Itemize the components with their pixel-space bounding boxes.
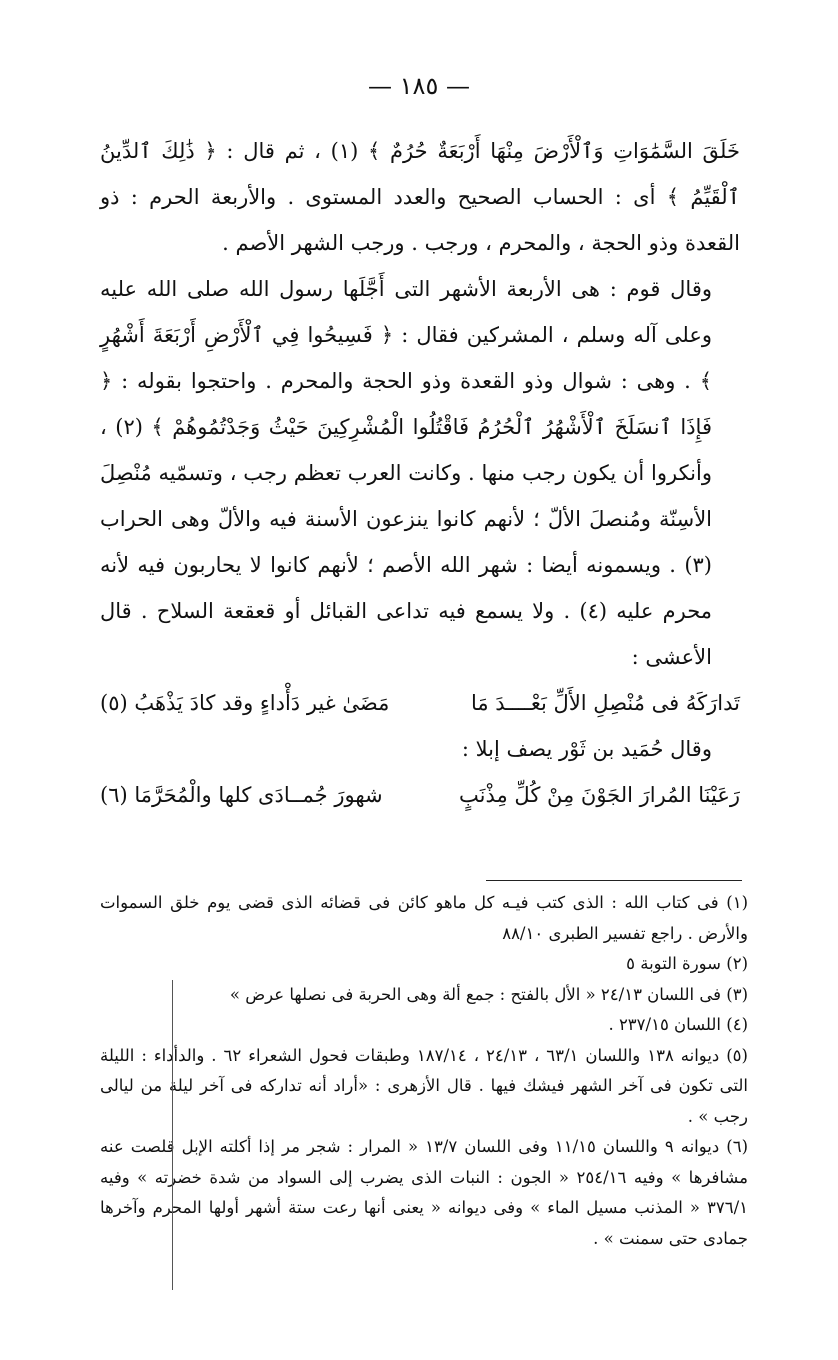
footnote-5: (٥) ديوانه ١٣٨ واللسان ٦٣/١ ، ٢٤/١٣ ، ١٨٧/١٤ وطبقات فحول الشعراء ٦٢ . والدأداء : الليلة التى تكون فى آخر الشهر فيشك فيها . قال الأزهرى : «أراد أنه تداركه فى آخر ليلة من ليالى رجب » . <box>100 1045 748 1126</box>
verse-2-second-hemistich: شهورَ جُمــادَى كلها والْمُحَرَّمَا (٦) <box>100 783 383 807</box>
scan-crease-line <box>172 980 173 1290</box>
main-text <box>100 128 740 818</box>
verse-1-second-hemistich: مَضَىٰ غير دَأْداءٍ وقد كادَ يَذْهَبُ (٥) <box>100 691 390 715</box>
footnote-6: (٦) ديوانه ٩ واللسان ١١/١٥ وفى اللسان ١٣/٧ « المرار : شجر مر إذا أكلته الإبل قلصت عنه مشافرها » وفيه ٢٥٤/١٦ « الجون : النبات الذى يضرب إلى السواد من شدة خضرته » وفيه ٣٧٦/١ « المذنب مسيل الماء » وفى ديوانه « يعنى أنها رعت ستة أشهر أولها المحرم وآخرها جمادى حتى سمنت » . <box>100 1137 748 1248</box>
footnotes <box>100 888 748 1254</box>
footnote-divider <box>486 880 742 881</box>
verse-1-first-hemistich: تَدارَكَهُ فى مُنْصِلِ الأَلِّ بَعْــــدَ مَا <box>470 691 740 715</box>
paragraph-2: وقال قوم : هى الأربعة الأشهر التى أَجَّلَها رسول الله صلى الله عليه وعلى آله وسلم ، المشركين فقال : ﴿ فَسِيحُوا فِي ٱلْأَرْضِ أَرْبَعَةَ أَشْهُرٍ ﴾ . وهى : شوال وذو القعدة وذو الحجة والمحرم . واحتجوا بقوله : ﴿ فَإِذَا ٱنسَلَخَ ٱلْأَشْهُرُ ٱلْحُرُمُ فَاقْتُلُوا الْمُشْرِكِينَ حَيْثُ وَجَدْتُمُوهُمْ ﴾ (٢) ، وأنكروا أن يكون رجب منها . وكانت العرب تعظم رجب ، وتسمّيه مُنْصِلَ الأسِنّة ومُنصلَ الألّ ؛ لأنهم كانوا ينزعون الأسنة فيه والألّ وهى الحراب (٣) . ويسمونه أيضا : شهر الله الأصم ؛ لأنهم كانوا لا يحاربون فيه لأنه محرم عليه (٤) . ولا يسمع فيه تداعى القبائل أو قعقعة السلاح . قال الأعشى : <box>100 277 712 669</box>
verse-2-first-hemistich: رَعَيْنَا المُرارَ الجَوْنَ مِنْ كُلِّ مِذْنَبٍ <box>459 783 740 807</box>
footnote-1: (١) فى كتاب الله : الذى كتب فيـه كل ماهو كائن فى قضائه الذى قضى يوم خلق السموات والأرض . راجع تفسير الطبرى ٨٨/١٠ <box>100 893 748 943</box>
verse-al-asha <box>100 680 740 726</box>
footnote-3: (٣) فى اللسان ٢٤/١٣ « الأل بالفتح : جمع ألة وهى الحربة فى نصلها عرض » <box>229 984 748 1004</box>
paragraph-1: خَلَقَ السَّمَٰوَاتِ وَٱلْأَرْضَ مِنْهَا أَرْبَعَةٌ حُرُمٌ ﴾ (١) ، ثم قال : ﴿ ذَٰلِكَ ٱلدِّينُ ٱلْقَيِّمُ ﴾ أى : الحساب الصحيح والعدد المستوى . والأربعة الحرم : ذو القعدة وذو الحجة ، والمحرم ، ورجب . ورجب الشهر الأصم . <box>100 139 740 255</box>
footnote-2: (٢) سورة التوبة ٥ <box>626 954 748 973</box>
footnote-4: (٤) اللسان ٢٣٧/١٥ . <box>608 1015 748 1034</box>
verse-humayd <box>100 772 740 818</box>
verse-introduction: وقال حُمَيد بن ثَوْر يصف إبلا : <box>461 737 712 761</box>
page-number: — ١٨٥ — <box>368 72 470 100</box>
